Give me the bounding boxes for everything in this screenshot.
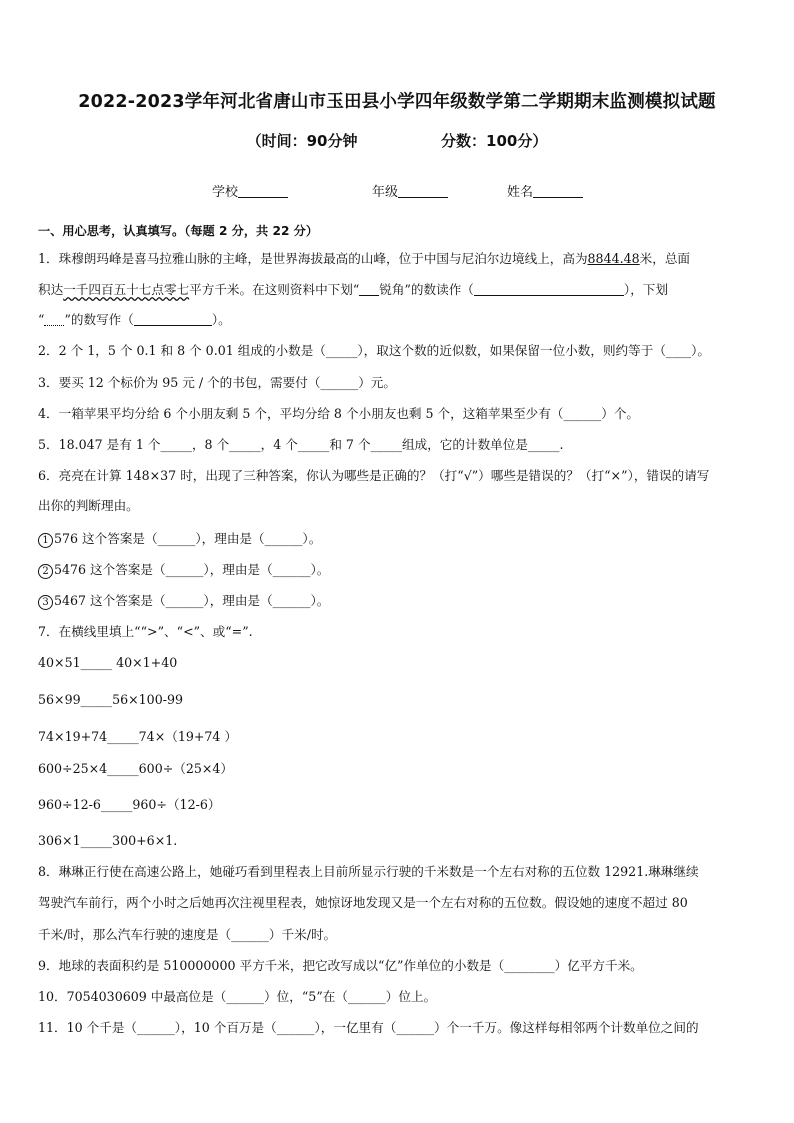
circled-number: 2 xyxy=(38,564,53,579)
q7-item: 56×99_____56×100-99 xyxy=(38,692,183,707)
q6-item-text: 576 这个答案是（______），理由是（______）。 xyxy=(54,531,322,546)
name-field xyxy=(507,181,583,200)
school-field xyxy=(212,181,288,200)
question-6-item-1 xyxy=(38,530,758,548)
q1-text: ）。 xyxy=(211,312,231,327)
q1-text: 米，总面 xyxy=(639,251,691,266)
grade-field xyxy=(372,181,448,200)
question-1-line-3 xyxy=(38,311,758,329)
q1-answer-blank-2 xyxy=(134,312,212,326)
question-6-line-1: 6．亮亮在计算 148×37 时，出现了三种答案，你认为哪些是正确的？（打“√”）哪些是错误的？（打“×”），错误的请写 xyxy=(38,468,710,483)
q1-text: 平方千米。在这则资料中下划“ xyxy=(189,282,360,297)
school-label: 学校 xyxy=(212,185,239,200)
q6-item-text: 5467 这个答案是（______），理由是（______）。 xyxy=(54,593,330,608)
q7-item: 600÷25×4_____600÷（25×4） xyxy=(38,761,234,776)
question-4: 4．一箱苹果平均分给 6 个小朋友剩 5 个，平均分给 8 个小朋友也剩 5 个，这箱苹果至少有（______）个。 xyxy=(38,406,640,421)
question-10: 10．7054030609 中最高位是（______）位，“5”在（______）位上。 xyxy=(38,989,437,1004)
question-6-line-2: 出你的判断理由。 xyxy=(38,498,139,513)
question-8-line-3: 千米/时，那么汽车行驶的速度是（______）千米/时。 xyxy=(38,927,337,942)
question-8-line-1: 8．琳琳正行使在高速公路上，她碰巧看到里程表上目前所显示行驶的千米数是一个左右对称的五位数 12921.琳琳继续 xyxy=(38,864,699,879)
name-label: 姓名 xyxy=(507,185,534,200)
exam-time-score: （时间：90分钟 分数：100分） xyxy=(246,132,548,150)
question-1-line-1 xyxy=(38,250,758,268)
q1-text: 锐角”的数读作（ xyxy=(379,282,474,297)
q1-height-number: 8844.48 xyxy=(587,251,640,266)
q1-text: ”的数写作（ xyxy=(64,312,134,327)
q1-answer-blank xyxy=(474,282,624,296)
q7-item: 74×19+74_____74×（19+74 ） xyxy=(38,729,238,744)
q1-blank xyxy=(359,282,379,296)
question-1-line-2 xyxy=(38,281,758,299)
q1-area-words: 一千四百五十七点零七 xyxy=(63,282,190,297)
q7-item: 306×1_____300+6×1. xyxy=(38,833,178,848)
question-5: 5．18.047 是有 1 个_____，8 个_____，4 个_____和 7 个_____组成，它的计数单位是_____. xyxy=(38,437,564,452)
q1-text: 积达 xyxy=(38,282,64,297)
question-6-item-3 xyxy=(38,592,758,610)
q7-item: 960÷12-6_____960÷（12-6） xyxy=(38,797,221,812)
circled-number: 3 xyxy=(38,595,53,610)
question-11: 11．10 个千是（______），10 个百万是（______），一亿里有（______）个一千万。像这样每相邻两个计数单位之间的 xyxy=(38,1020,699,1035)
question-7: 7．在横线里填上““>”、“<”、或“=”. xyxy=(38,624,253,639)
name-blank xyxy=(533,184,583,198)
q1-text: “ xyxy=(38,312,45,327)
question-9: 9．地球的表面积约是 510000000 平方千米，把它改写成以“亿”作单位的小数是（________）亿平方千米。 xyxy=(38,958,643,973)
question-8-line-2: 驾驶汽车前行，两个小时之后她再次注视里程表，她惊讶地发现又是一个左右对称的五位数。假设她的速度不超过 80 xyxy=(38,895,688,910)
question-2: 2．2 个 1，5 个 0.1 和 8 个 0.01 组成的小数是（_____），取这个数的近似数，如果保留一位小数，则约等于（____）。 xyxy=(38,343,710,358)
q7-item: 40×51_____ 40×1+40 xyxy=(38,655,178,670)
page-title: 2022-2023学年河北省唐山市玉田县小学四年级数学第二学期期末监测模拟试题 xyxy=(78,92,716,112)
grade-blank xyxy=(398,184,448,198)
q1-text: 1．珠穆朗玛峰是喜马拉雅山脉的主峰，是世界海拔最高的山峰，位于中国与尼泊尔边境线上，高为 xyxy=(38,251,588,266)
question-3: 3．要买 12 个标价为 95 元 / 个的书包，需要付（______）元。 xyxy=(38,375,396,390)
question-6-item-2 xyxy=(38,561,758,579)
school-blank xyxy=(238,184,288,198)
circled-number: 1 xyxy=(38,533,53,548)
q1-text: ），下划 xyxy=(623,282,668,297)
q1-wavy-blank xyxy=(44,312,64,326)
section-heading: 一、用心思考，认真填写。（每题 2 分，共 22 分） xyxy=(38,224,319,238)
q6-item-text: 5476 这个答案是（______），理由是（______）。 xyxy=(54,562,330,577)
grade-label: 年级 xyxy=(372,185,399,200)
